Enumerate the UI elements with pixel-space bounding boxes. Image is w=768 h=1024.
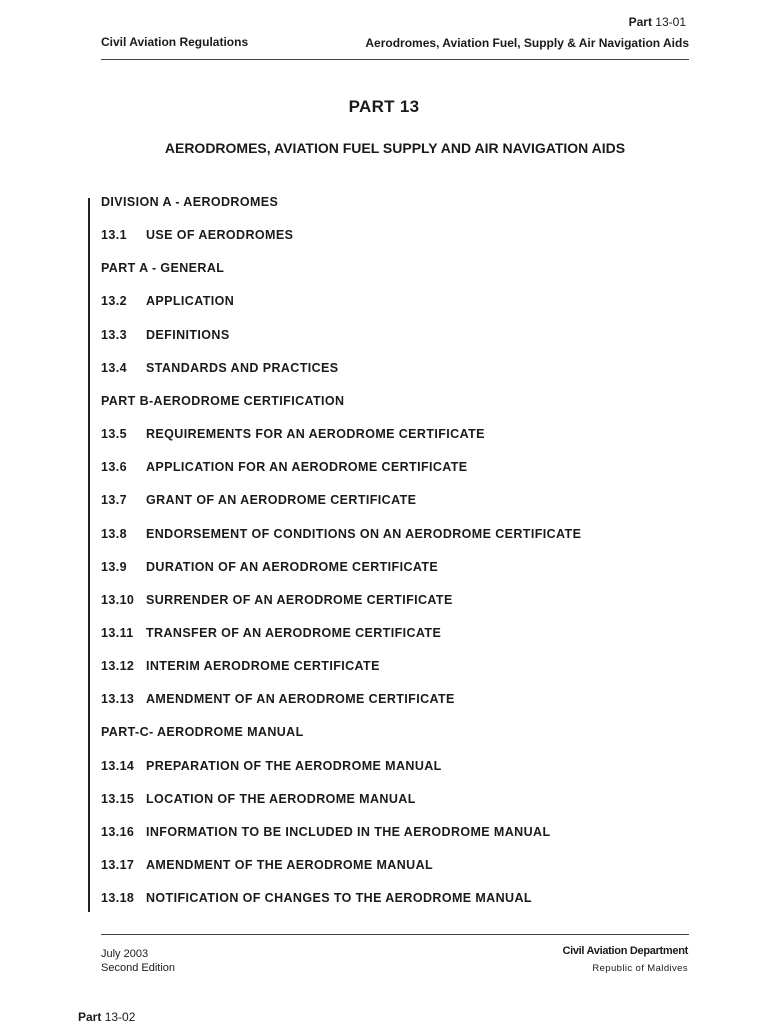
toc-entry-title: LOCATION OF THE AERODROME MANUAL xyxy=(146,792,416,806)
toc-entry-title: DEFINITIONS xyxy=(146,328,230,342)
page-number-top xyxy=(629,15,686,29)
toc-entry-number: 13.4 xyxy=(101,361,127,375)
toc-entry xyxy=(101,559,438,575)
toc-entry-title: INTERIM AERODROME CERTIFICATE xyxy=(146,659,380,673)
toc-entry-number: 13.2 xyxy=(101,294,127,308)
toc-entry-title: USE OF AERODROMES xyxy=(146,228,294,242)
footer-edition: Second Edition xyxy=(101,962,175,974)
toc-entry-number: 13.5 xyxy=(101,427,127,441)
toc-entry xyxy=(101,492,416,508)
toc-entry xyxy=(101,791,416,807)
page-title: PART 13 xyxy=(348,97,420,116)
toc-entry-number: 13.18 xyxy=(101,891,135,905)
toc-entry xyxy=(101,227,293,243)
toc-entry-title: NOTIFICATION OF CHANGES TO THE AERODROME MANUAL xyxy=(146,891,532,905)
toc-entry-title: PART A - GENERAL xyxy=(101,261,225,275)
toc-entry-number: 13.3 xyxy=(101,328,127,342)
toc-entry-number: 13.9 xyxy=(101,560,127,574)
toc-entry xyxy=(101,293,234,309)
toc-entry xyxy=(101,658,380,674)
toc-entry xyxy=(101,327,230,343)
toc-entry-number: 13.10 xyxy=(101,593,135,607)
toc-section-heading xyxy=(101,393,344,409)
footer-date: July 2003 xyxy=(101,948,149,960)
toc-entry xyxy=(101,459,468,475)
toc-entry-title: STANDARDS AND PRACTICES xyxy=(146,361,339,375)
toc-section-heading xyxy=(101,724,304,740)
toc-entry-title: DIVISION A - AERODROMES xyxy=(101,195,279,209)
toc-entry xyxy=(101,360,339,376)
footer-rule xyxy=(101,934,689,935)
toc-entry-number: 13.7 xyxy=(101,493,127,507)
toc-entry xyxy=(101,824,550,840)
toc-entry-title: DURATION OF AN AERODROME CERTIFICATE xyxy=(146,560,439,574)
next-page-value: 13-02 xyxy=(104,1010,136,1024)
toc-entry-number: 13.11 xyxy=(101,626,134,640)
toc-entry xyxy=(101,691,455,707)
toc-entry-number: 13.16 xyxy=(101,825,135,839)
toc-entry-number: 13.12 xyxy=(101,659,135,673)
toc-entry-number: 13.14 xyxy=(101,759,135,773)
toc-section-heading xyxy=(101,260,224,276)
toc-entry-title: AMENDMENT OF THE AERODROME MANUAL xyxy=(146,858,434,872)
toc-entry-title: PART-C- AERODROME MANUAL xyxy=(101,725,304,739)
page-subtitle: AERODROMES, AVIATION FUEL SUPPLY AND AIR NAVIGATION AIDS xyxy=(164,140,626,156)
page-number-value: 13-01 xyxy=(655,15,686,29)
toc-entry-number: 13.6 xyxy=(101,460,127,474)
running-header-right: Aerodromes, Aviation Fuel, Supply & Air Navigation Aids xyxy=(365,36,689,50)
next-page-number xyxy=(78,1010,135,1024)
running-header-left: Civil Aviation Regulations xyxy=(101,35,249,49)
revision-change-bar xyxy=(88,198,90,912)
toc-entry xyxy=(101,890,532,906)
toc-entry xyxy=(101,426,485,442)
toc-entry-title: SURRENDER OF AN AERODROME CERTIFICATE xyxy=(146,593,453,607)
toc-section-heading xyxy=(101,194,278,210)
toc-entry-title: INFORMATION TO BE INCLUDED IN THE AERODROME MANUAL xyxy=(146,825,551,839)
toc-entry-title: APPLICATION FOR AN AERODROME CERTIFICATE xyxy=(146,460,468,474)
toc-entry-title: REQUIREMENTS FOR AN AERODROME CERTIFICATE xyxy=(146,427,485,441)
toc-entry-title: APPLICATION xyxy=(146,294,235,308)
toc-entry xyxy=(101,526,581,542)
footer-country: Republic of Maldives xyxy=(592,963,688,974)
next-page-prefix: Part xyxy=(78,1010,102,1024)
footer-department: Civil Aviation Department xyxy=(562,945,688,957)
toc-entry xyxy=(101,625,441,641)
toc-entry-number: 13.17 xyxy=(101,858,135,872)
toc-entry xyxy=(101,758,442,774)
toc-entry-title: AMENDMENT OF AN AERODROME CERTIFICATE xyxy=(146,692,455,706)
toc-entry-title: PREPARATION OF THE AERODROME MANUAL xyxy=(146,759,442,773)
toc-entry-number: 13.8 xyxy=(101,527,127,541)
toc-entry-title: PART B-AERODROME CERTIFICATION xyxy=(101,394,345,408)
page-number-prefix: Part xyxy=(628,15,652,29)
toc-entry xyxy=(101,592,453,608)
toc-entry-title: ENDORSEMENT OF CONDITIONS ON AN AERODROME CERTIFICATE xyxy=(146,527,582,541)
toc-entry-title: TRANSFER OF AN AERODROME CERTIFICATE xyxy=(146,626,442,640)
footer-left xyxy=(101,947,175,975)
toc-entry-title: GRANT OF AN AERODROME CERTIFICATE xyxy=(146,493,417,507)
header-rule xyxy=(101,59,689,60)
toc-entry-number: 13.13 xyxy=(101,692,135,706)
toc-entry xyxy=(101,857,433,873)
toc-entry-number: 13.15 xyxy=(101,792,135,806)
toc-entry-number: 13.1 xyxy=(101,228,127,242)
